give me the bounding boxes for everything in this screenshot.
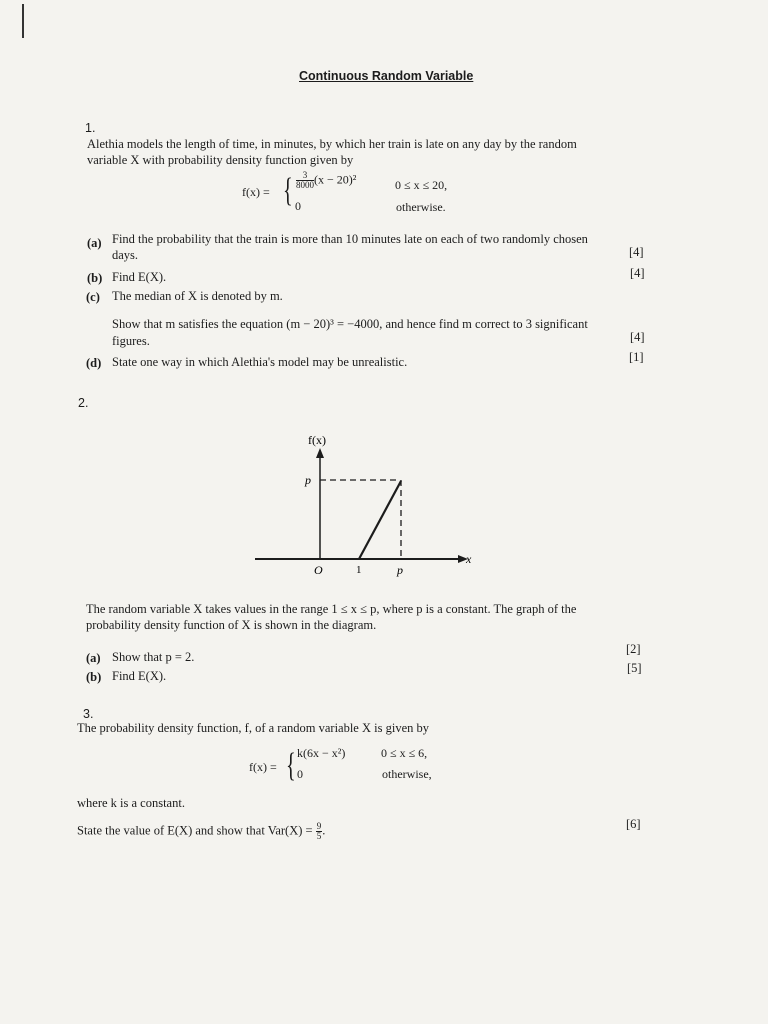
q1d-text: State one way in which Alethia's model may be unrealistic.: [112, 355, 408, 369]
page-title: Continuous Random Variable: [299, 69, 474, 83]
question-1-intro-line1: Alethia models the length of time, in minutes, by which her train is late on any day by the random: [87, 137, 577, 151]
question-3-state: [77, 822, 325, 841]
q2b-text: Find E(X).: [112, 669, 167, 683]
q1c-marks: [4]: [630, 330, 645, 344]
q1-pdf-case2-expr: 0: [295, 199, 301, 213]
q1c-text: The median of X is denoted by m.: [112, 289, 283, 303]
question-3-number: 3.: [83, 707, 94, 721]
q3-pdf-case2-expr: 0: [297, 767, 303, 781]
question-2-intro-line2: probability density function of X is shown in the diagram.: [86, 618, 377, 632]
q1c-label: (c): [86, 290, 100, 304]
q1-pdf-fraction: [296, 171, 314, 190]
q3-pdf-lhs: f(x) =: [249, 760, 277, 774]
q3-pdf-brace: {: [286, 747, 296, 784]
q1-pdf-case1-cond: 0 ≤ x ≤ 20,: [395, 178, 448, 192]
q1c-line3: figures.: [112, 334, 150, 348]
q2-x-axis-label: x: [466, 552, 472, 566]
q2-y-axis-arrow: [316, 448, 324, 458]
q1a-line2: days.: [112, 248, 139, 262]
q3-state-end: .: [322, 823, 326, 838]
margin-mark: [22, 4, 24, 38]
q2-origin-label: O: [314, 563, 323, 577]
q2-y-axis-label: f(x): [308, 433, 326, 447]
question-2-number: 2.: [78, 396, 89, 410]
q2b-marks: [5]: [627, 661, 642, 675]
q3-var-frac-num: 9: [316, 821, 322, 831]
q1b-marks: [4]: [630, 266, 645, 280]
q1-pdf-brace: {: [283, 172, 293, 209]
q1-pdf-lhs: f(x) =: [242, 185, 270, 199]
q1-pdf-case2-cond: otherwise.: [396, 200, 446, 214]
q2a-label: (a): [86, 651, 101, 665]
q2-y-tick-p: p: [305, 473, 311, 487]
q1-pdf-case1: [296, 171, 356, 190]
q1a-marks: [4]: [629, 245, 644, 259]
q3-var-frac-den: 5: [316, 831, 322, 841]
q2a-marks: [2]: [626, 642, 641, 656]
q2a-text: Show that p = 2.: [112, 650, 195, 664]
q3-marks: [6]: [626, 817, 641, 831]
q3-pdf-case2-cond: otherwise,: [382, 767, 432, 781]
q1d-label: (d): [86, 356, 102, 370]
question-2-intro-line1: The random variable X takes values in the range 1 ≤ x ≤ p, where p is a constant. The graph of the: [86, 602, 577, 616]
q2-pdf-graph: [250, 428, 480, 580]
q1-pdf-fraction-num: 3: [296, 171, 314, 181]
q2-tick-1: 1: [356, 564, 362, 576]
q2-tick-p: p: [397, 563, 403, 577]
q1c-line2: Show that m satisfies the equation (m − 20)³ = −4000, and hence find m correct to 3 significant: [112, 317, 588, 331]
q1b-text: Find E(X).: [112, 270, 167, 284]
q1-pdf-case1-expr: (x − 20)²: [314, 172, 357, 187]
q2-pdf-line: [359, 481, 401, 559]
q2b-label: (b): [86, 670, 102, 684]
q1a-line1: Find the probability that the train is more than 10 minutes late on each of two randomly chosen: [112, 232, 588, 246]
question-3-where: where k is a constant.: [77, 796, 185, 810]
question-3-intro: The probability density function, f, of a random variable X is given by: [77, 721, 429, 735]
question-1-intro-line2: variable X with probability density function given by: [87, 153, 354, 167]
q3-state-text: State the value of E(X) and show that Var(X) =: [77, 823, 316, 838]
q1d-marks: [1]: [629, 350, 644, 364]
q1a-label: (a): [87, 236, 102, 250]
q3-pdf-case1-cond: 0 ≤ x ≤ 6,: [381, 746, 428, 760]
question-1-number: 1.: [85, 121, 96, 135]
q1b-label: (b): [87, 271, 103, 285]
q1-pdf-fraction-den: 8000: [296, 180, 314, 190]
q3-pdf-case1-expr: k(6x − x²): [297, 746, 346, 760]
